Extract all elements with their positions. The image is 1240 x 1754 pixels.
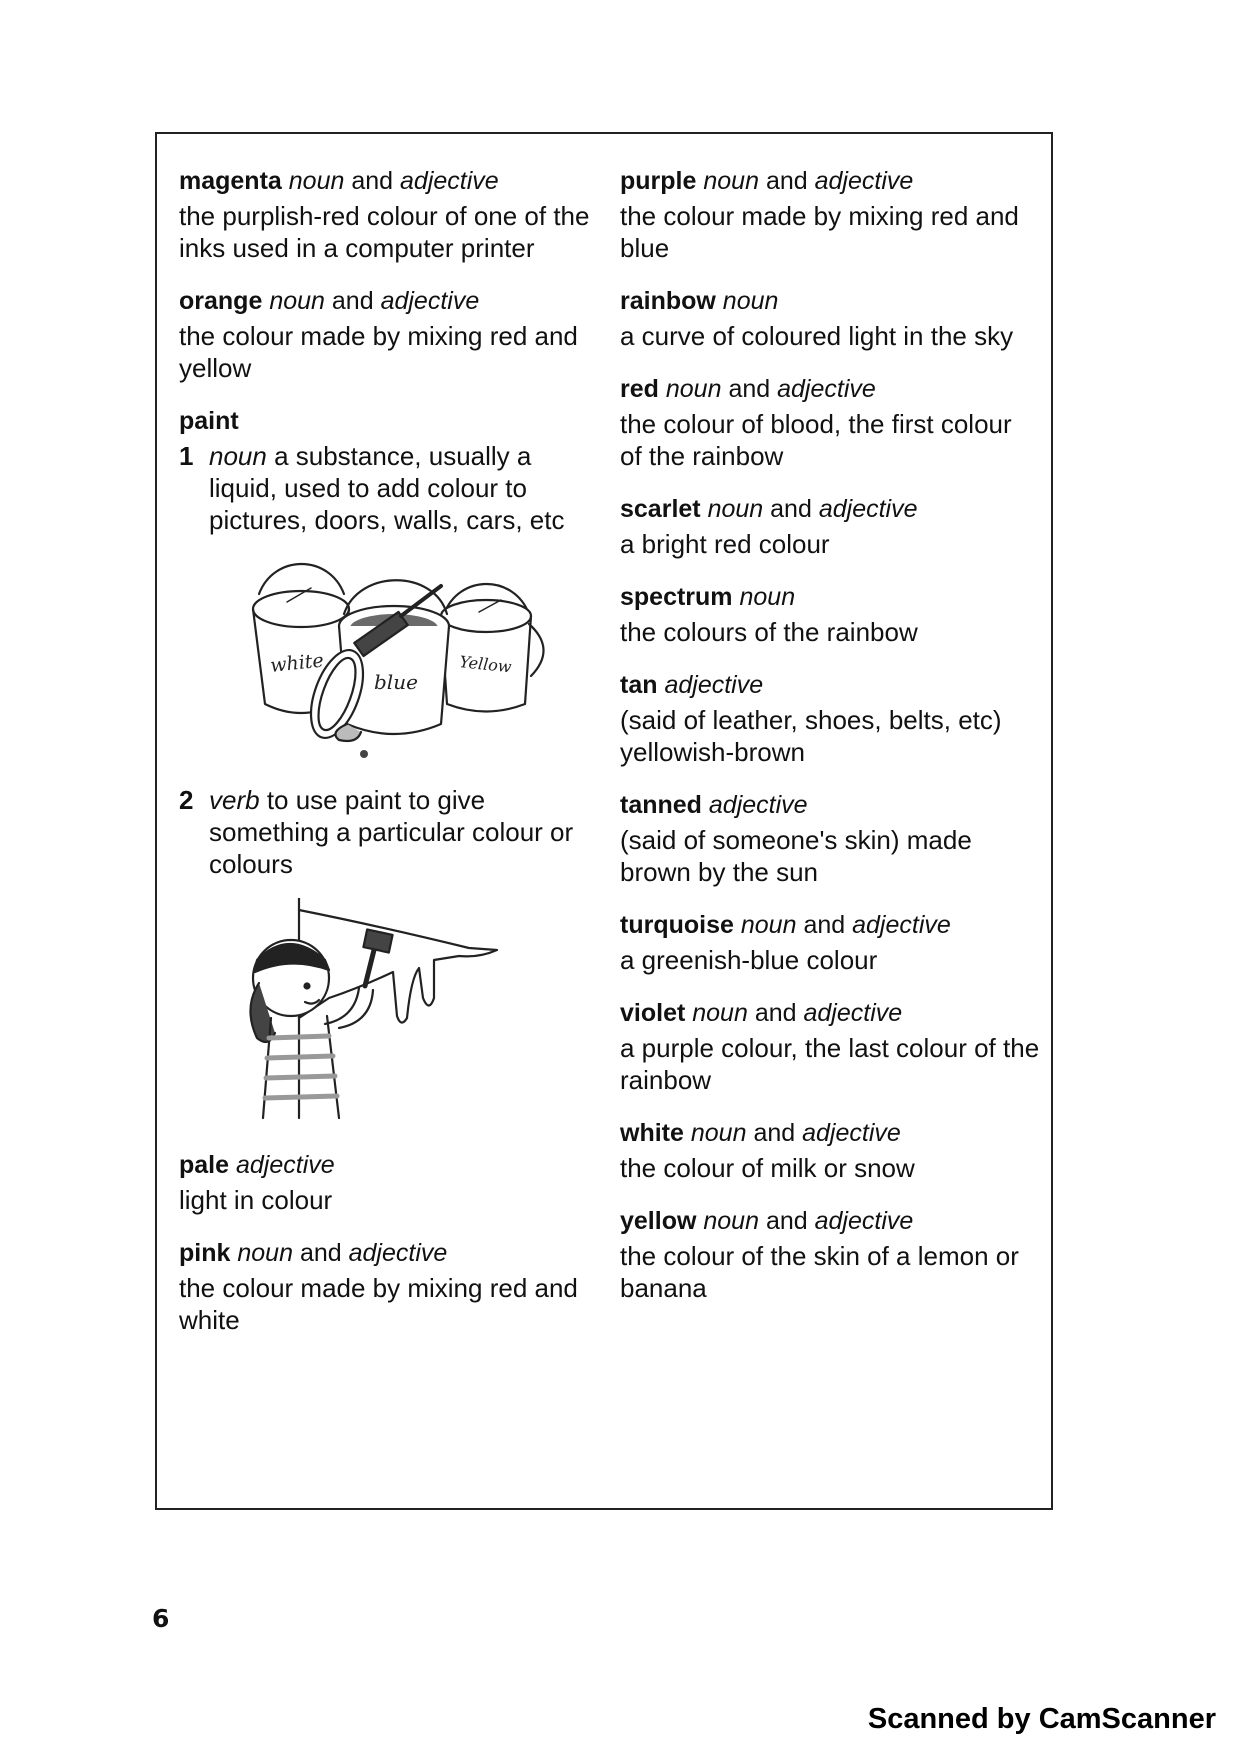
left-column (179, 164, 599, 1356)
headword: pale (179, 1151, 230, 1179)
entry-white (620, 1116, 1040, 1184)
definition: a purple colour, the last colour of the rainbow (620, 1033, 1040, 1095)
definition: to use paint to give something a particular colour or colours (209, 785, 574, 879)
conjunction: and (728, 375, 771, 403)
part-of-speech: noun (740, 911, 797, 939)
headword: purple (620, 167, 697, 195)
headword: violet (620, 999, 686, 1027)
part-of-speech: noun (703, 167, 759, 195)
definition: (said of leather, shoes, belts, etc) yellowish-brown (620, 705, 1002, 767)
definition: the purplish-red colour of one of the inks used in a computer printer (179, 201, 590, 263)
conjunction: and (754, 999, 797, 1027)
conjunction: and (765, 1207, 808, 1235)
entry-red (620, 372, 1040, 472)
blue-can-label: blue (374, 670, 418, 694)
yellow-can-label: Yellow (458, 652, 513, 677)
headword: spectrum (620, 583, 733, 611)
headword: orange (179, 287, 263, 315)
entry-paint (179, 404, 599, 1128)
entry-tanned (620, 788, 1040, 888)
part-of-speech: adjective (380, 287, 480, 315)
part-of-speech: adjective (803, 999, 903, 1027)
part-of-speech: noun (690, 1119, 747, 1147)
entry-tan (620, 668, 1040, 768)
headword: scarlet (620, 495, 701, 523)
part-of-speech: noun (692, 999, 748, 1027)
scanner-watermark: Scanned by CamScanner (867, 1703, 1216, 1735)
entry-rainbow (620, 284, 1040, 352)
headword: tanned (620, 791, 702, 819)
glossary-box (155, 132, 1053, 1510)
right-column (620, 164, 1040, 1324)
headword: pink (179, 1239, 231, 1267)
headword: yellow (620, 1207, 697, 1235)
white-can-label: white (269, 649, 325, 677)
headword: magenta (179, 167, 282, 195)
part-of-speech: noun (665, 375, 722, 403)
definition: a substance, usually a liquid, used to add colour to pictures, doors, walls, cars, etc (209, 441, 565, 535)
conjunction: and (770, 495, 812, 523)
part-of-speech: noun (707, 495, 764, 523)
conjunction: and (351, 167, 394, 195)
part-of-speech: noun (739, 583, 796, 611)
girl-painting-illustration (179, 898, 599, 1128)
conjunction: and (299, 1239, 342, 1267)
headword: tan (620, 671, 658, 699)
entry-pink (179, 1236, 599, 1336)
headword: paint (179, 407, 239, 435)
conjunction: and (803, 911, 846, 939)
entry-pale (179, 1148, 599, 1216)
conjunction: and (765, 167, 808, 195)
entry-orange (179, 284, 599, 384)
page-number: 6 (152, 1604, 170, 1633)
sense-2 (179, 784, 599, 880)
headword: turquoise (620, 911, 734, 939)
definition: the colour of milk or snow (620, 1153, 915, 1183)
definition: a greenish-blue colour (620, 945, 878, 975)
paint-cans-illustration (179, 554, 599, 764)
conjunction: and (331, 287, 374, 315)
part-of-speech: adjective (708, 791, 808, 819)
part-of-speech: adjective (814, 1207, 914, 1235)
part-of-speech: noun (237, 1239, 293, 1267)
headword: red (620, 375, 659, 403)
definition: the colour made by mixing red and white (179, 1273, 578, 1335)
entry-scarlet (620, 492, 1040, 560)
entry-yellow (620, 1204, 1040, 1304)
part-of-speech: adjective (814, 167, 914, 195)
entry-turquoise (620, 908, 1040, 976)
headword: rainbow (620, 287, 716, 315)
definition: the colour made by mixing red and blue (620, 201, 1019, 263)
sense-1 (179, 440, 599, 536)
part-of-speech: adjective (664, 671, 764, 699)
sense-number: 2 (179, 785, 194, 815)
part-of-speech: adjective (852, 911, 951, 939)
entry-spectrum (620, 580, 1040, 648)
part-of-speech: noun (703, 1207, 759, 1235)
part-of-speech: verb (209, 785, 260, 815)
part-of-speech: adjective (802, 1119, 901, 1147)
part-of-speech: noun (209, 441, 267, 471)
definition: the colour of blood, the first colour of the rainbow (620, 409, 1012, 471)
entry-violet (620, 996, 1040, 1096)
sense-number: 1 (179, 441, 194, 471)
entry-magenta (179, 164, 599, 264)
part-of-speech: noun (269, 287, 325, 315)
definition: a curve of coloured light in the sky (620, 321, 1014, 351)
conjunction: and (753, 1119, 796, 1147)
part-of-speech: noun (722, 287, 779, 315)
part-of-speech: adjective (818, 495, 918, 523)
definition: light in colour (179, 1185, 333, 1215)
part-of-speech: adjective (348, 1239, 448, 1267)
entry-purple (620, 164, 1040, 264)
definition: the colours of the rainbow (620, 617, 918, 647)
definition: the colour made by mixing red and yellow (179, 321, 578, 383)
definition: the colour of the skin of a lemon or banana (620, 1241, 1019, 1303)
part-of-speech: noun (288, 167, 345, 195)
part-of-speech: adjective (400, 167, 499, 195)
definition: a bright red colour (620, 529, 830, 559)
headword: white (620, 1119, 684, 1147)
part-of-speech: adjective (235, 1151, 335, 1179)
part-of-speech: adjective (777, 375, 876, 403)
definition: (said of someone's skin) made brown by the sun (620, 825, 972, 887)
